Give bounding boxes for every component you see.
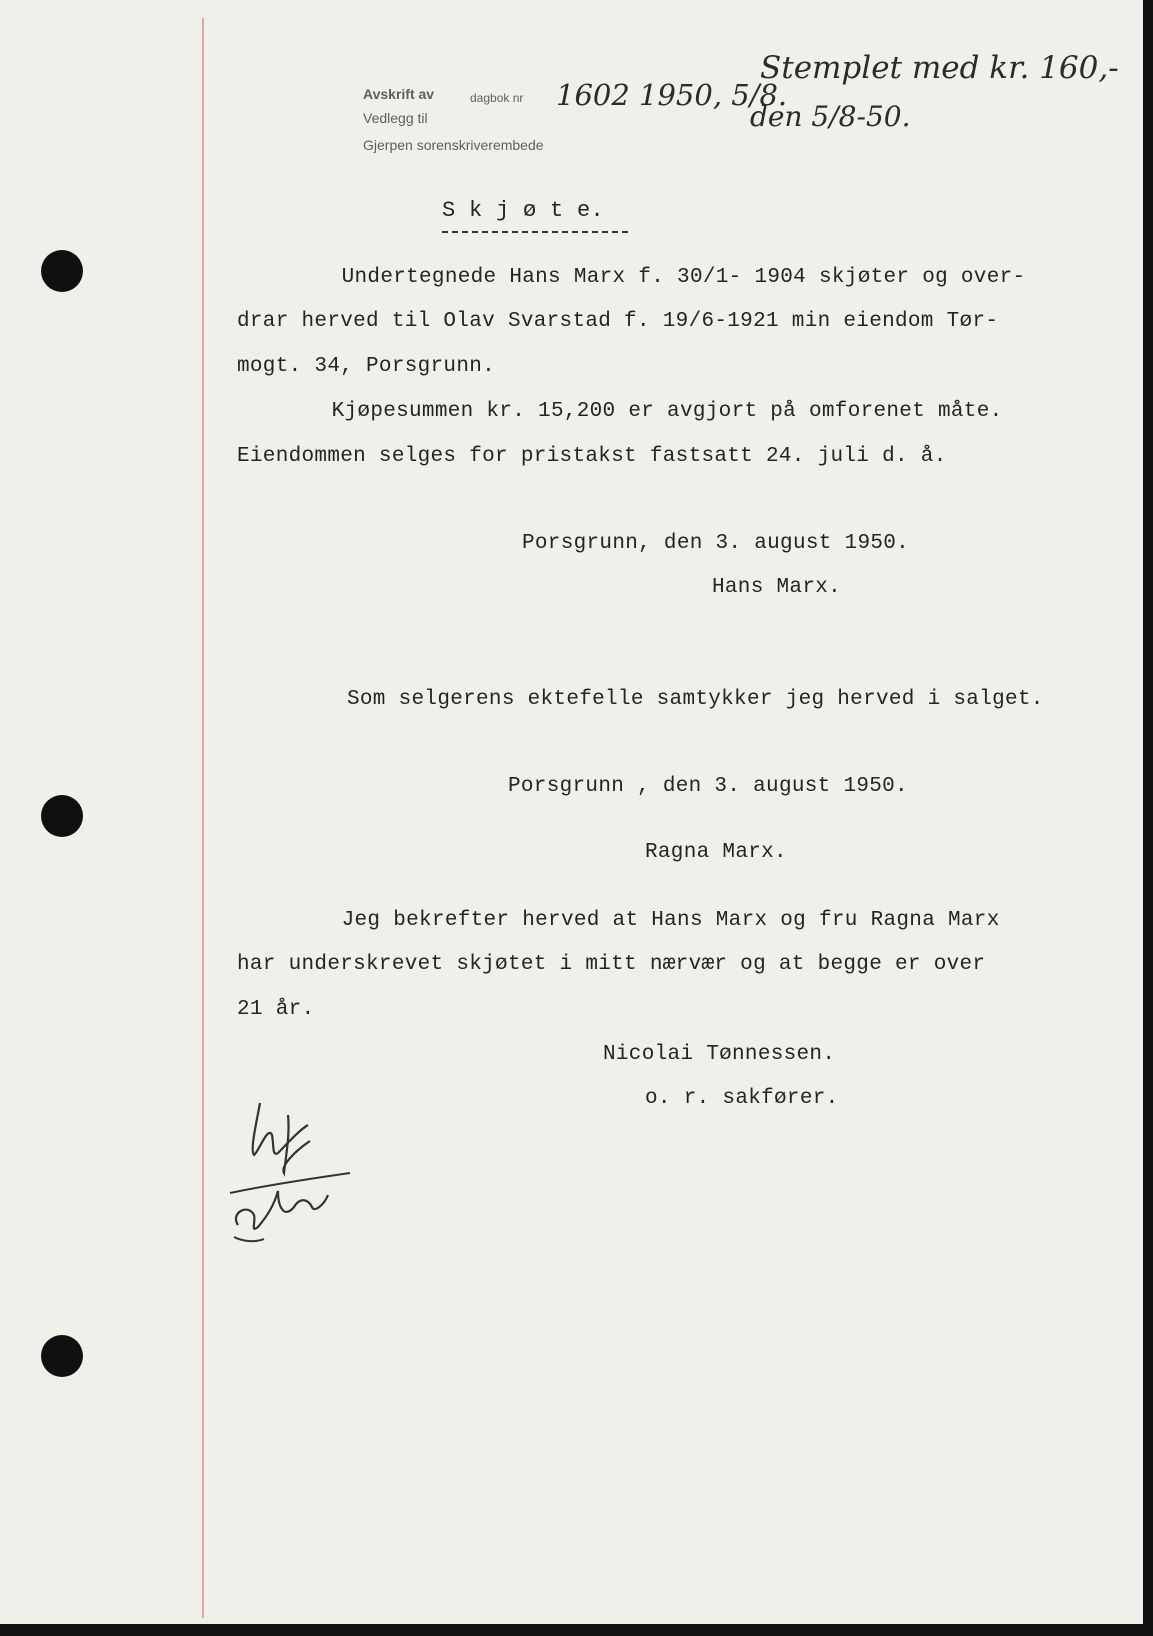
punch-hole-top	[41, 250, 83, 292]
place-date-2: Porsgrunn , den 3. august 1950.	[508, 775, 908, 798]
witness-line-3: 21 år.	[237, 998, 315, 1021]
signature-3-title: o. r. sakfører.	[645, 1087, 839, 1110]
signature-3: Nicolai Tønnessen.	[603, 1043, 836, 1066]
document-title: S k j ø t e.	[442, 198, 605, 223]
body-line-1: Undertegnede Hans Marx f. 30/1- 1904 skjøter og over-	[290, 266, 1026, 289]
punch-hole-bottom	[41, 1335, 83, 1377]
punch-hole-middle	[41, 795, 83, 837]
stamp-line-3: Gjerpen sorenskriverembede	[363, 137, 544, 153]
stamp-line-1b: dagbok nr	[470, 91, 524, 105]
place-date-1: Porsgrunn, den 3. august 1950.	[522, 532, 910, 555]
witness-line-1: Jeg bekrefter herved at Hans Marx og fru Ragna Marx	[290, 909, 1000, 932]
body-line-4: Kjøpesummen kr. 15,200 er avgjort på omforenet måte.	[280, 400, 1003, 423]
signature-1: Hans Marx.	[712, 576, 842, 599]
stamp-line-2: Vedlegg til	[363, 110, 428, 126]
body-line-2: drar herved til Olav Svarstad f. 19/6-1921 min eiendom Tør-	[237, 310, 999, 333]
witness-line-2: har underskrevet skjøtet i mitt nærvær og at begge er over	[237, 953, 986, 976]
handwritten-note-line-1: Stemplet med kr. 160,-	[760, 50, 1119, 86]
handwritten-number: 1602 1950, 5/8.	[556, 78, 788, 112]
body-line-3: mogt. 34, Porsgrunn.	[237, 355, 496, 378]
body-line-5: Eiendommen selges for pristakst fastsatt 24. juli d. å.	[237, 445, 947, 468]
scan-edge-right	[1143, 0, 1153, 1636]
consent-line: Som selgerens ektefelle samtykker jeg herved i salget.	[347, 688, 1044, 711]
initials-scribble-icon	[228, 1095, 358, 1245]
title-underline	[442, 231, 628, 233]
handwritten-note-line-2: den 5/8-50.	[750, 100, 911, 133]
stamp-line-1: Avskrift av	[363, 86, 435, 102]
signature-2: Ragna Marx.	[645, 841, 787, 864]
scan-edge-bottom	[0, 1624, 1153, 1636]
margin-line	[202, 18, 204, 1618]
